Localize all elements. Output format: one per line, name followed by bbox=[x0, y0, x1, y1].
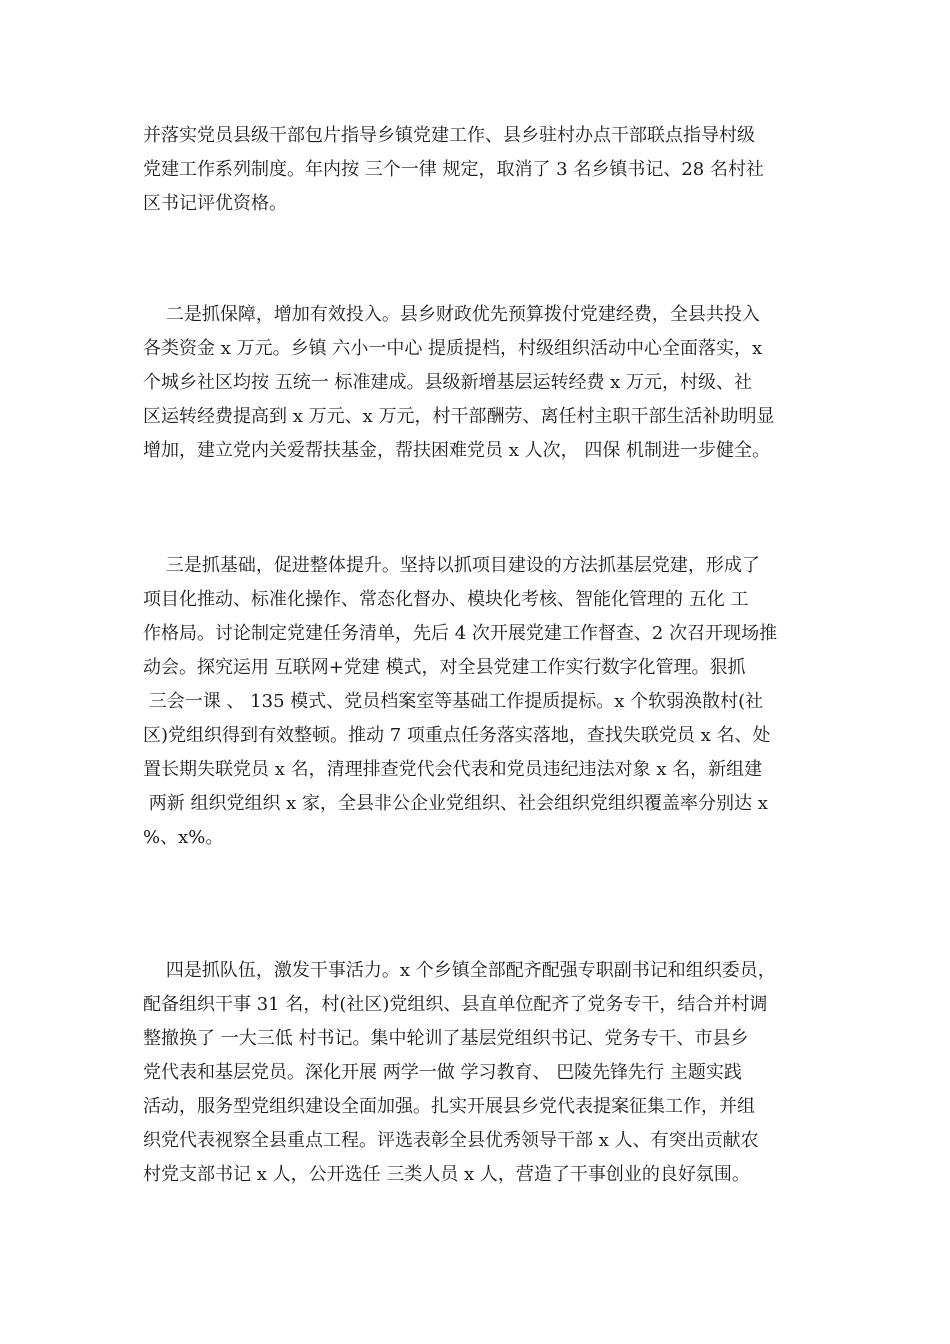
text-line: 活动，服务型党组织建设全面加强。扎实开展县乡党代表提案征集工作，并组 bbox=[143, 1096, 755, 1117]
text-line: 区运转经费提高到 x 万元、x 万元，村干部酬劳、离任村主职干部生活补助明显 bbox=[143, 406, 775, 427]
paragraph-guarantee bbox=[143, 298, 813, 468]
text-line: 三是抓基础，促进整体提升。坚持以抓项目建设的方法抓基层党建，形成了 bbox=[143, 555, 760, 576]
text-line: 村党支部书记 x 人，公开选任 三类人员 x 人，营造了干事创业的良好氛围。 bbox=[143, 1164, 750, 1185]
text-line: 区)党组织得到有效整顿。推动 7 项重点任务落实落地，查找失联党员 x 名、处 bbox=[143, 725, 771, 746]
text-line: 作格局。讨论制定党建任务清单，先后 4 次开展党建工作督查、2 次召开现场推 bbox=[143, 623, 778, 644]
text-line: 区书记评优资格。 bbox=[143, 193, 287, 214]
text-line: 织党代表视察全县重点工程。评选表彰全县优秀领导干部 x 人、有突出贡献农 bbox=[143, 1130, 759, 1151]
text-line: 二是抓保障，增加有效投入。县乡财政优先预算拨付党建经费，全县共投入 bbox=[143, 304, 760, 325]
text-line: 各类资金 x 万元。乡镇 六小一中心 提质提档，村级组织活动中心全面落实，x bbox=[143, 338, 763, 359]
paragraph-foundation bbox=[143, 549, 813, 855]
text-line: 整撤换了 一大三低 村书记。集中轮训了基层党组织书记、党务专干、市县乡 bbox=[143, 1028, 749, 1049]
text-line: 动会。探究运用 互联网+党建 模式，对全县党建工作实行数字化管理。狠抓 bbox=[143, 657, 746, 678]
text-line: 增加，建立党内关爱帮扶基金，帮扶困难党员 x 人次， 四保 机制进一步健全。 bbox=[143, 440, 771, 461]
paragraph-continuation bbox=[143, 119, 813, 221]
text-line: 并落实党员县级干部包片指导乡镇党建工作、县乡驻村办点干部联点指导村级 bbox=[143, 125, 755, 146]
text-line: 党建工作系列制度。年内按 三个一律 规定，取消了 3 名乡镇书记、28 名村社 bbox=[143, 159, 764, 180]
text-line: 个城乡社区均按 五统一 标准建成。县级新增基层运转经费 x 万元，村级、社 bbox=[143, 372, 753, 393]
text-line: 项目化推动、标准化操作、常态化督办、模块化考核、智能化管理的 五化 工 bbox=[143, 589, 749, 610]
text-line: 三会一课 、 135 模式、党员档案室等基础工作提质提标。x 个软弱涣散村(社 bbox=[143, 691, 764, 712]
text-line: 配备组织干事 31 名，村(社区)党组织、县直单位配齐了党务专干，结合并村调 bbox=[143, 994, 768, 1015]
text-line: %、x%。 bbox=[143, 827, 224, 848]
text-line: 党代表和基层党员。深化开展 两学一做 学习教育、 巴陵先锋先行 主题实践 bbox=[143, 1062, 742, 1083]
text-line: 四是抓队伍，激发干事活力。x 个乡镇全部配齐配强专职副书记和组织委员， bbox=[143, 960, 776, 981]
paragraph-team bbox=[143, 954, 813, 1192]
text-line: 两新 组织党组织 x 家，全县非公企业党组织、社会组织党组织覆盖率分别达 x bbox=[143, 793, 768, 814]
text-line: 置长期失联党员 x 名，清理排查党代会代表和党员违纪违法对象 x 名，新组建 bbox=[143, 759, 763, 780]
